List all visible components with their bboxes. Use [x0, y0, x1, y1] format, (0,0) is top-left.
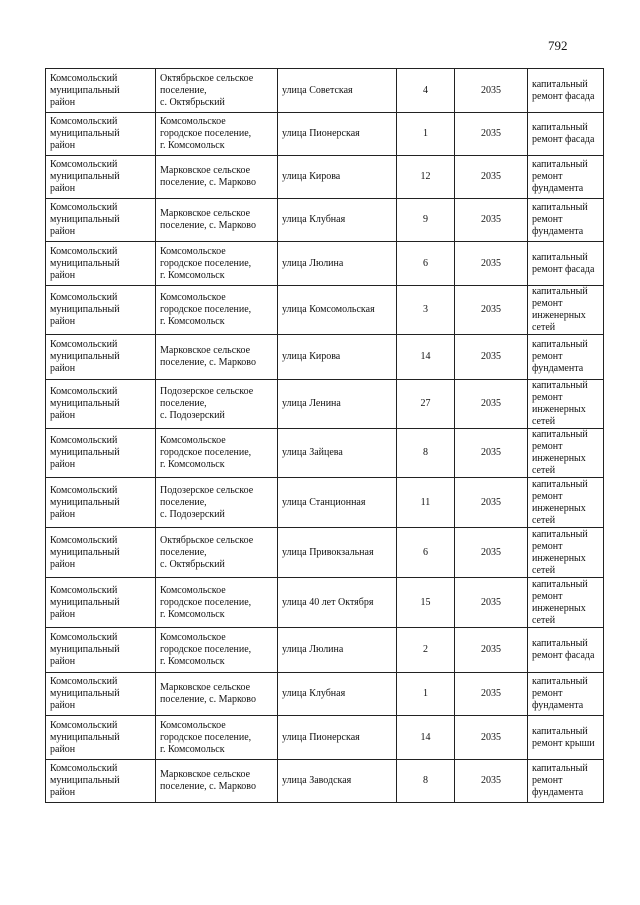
year-cell-text: 2035: [481, 546, 501, 558]
settlement-cell: [156, 156, 278, 199]
settlement-cell-text: Марковское сельское поселение, с. Марково: [160, 769, 256, 792]
year-cell: [455, 628, 528, 673]
house-number-cell-text: 14: [420, 731, 431, 743]
settlement-cell-text: Марковское сельское поселение, с. Марково: [160, 682, 256, 705]
street-cell-text: улица Кирова: [282, 351, 341, 362]
work-type-cell-text: капитальный ремонт инженерных сетей: [532, 286, 588, 333]
house-number-cell-text: 14: [420, 351, 431, 362]
street-cell: [278, 578, 397, 628]
settlement-cell-text: Комсомольское городское поселение, г. Комсомольск: [160, 435, 252, 470]
street-cell-text: улица Пионерская: [282, 128, 360, 139]
table-row: [46, 760, 604, 803]
district-cell: [46, 673, 156, 716]
repair-schedule-table: [45, 68, 604, 803]
district-cell-text: Комсомольский муниципальный район: [50, 386, 120, 421]
settlement-cell: [156, 478, 278, 528]
street-cell-text: улица Люлина: [282, 644, 344, 655]
work-type-cell-text: капитальный ремонт инженерных сетей: [532, 578, 588, 626]
settlement-cell: [156, 673, 278, 716]
work-type-cell: [528, 380, 604, 429]
work-type-cell: [528, 335, 604, 380]
street-cell-text: улица 40 лет Октября: [282, 596, 374, 608]
table-row: [46, 199, 604, 242]
street-cell: [278, 199, 397, 242]
settlement-cell-text: Марковское сельское поселение, с. Марково: [160, 165, 256, 188]
table-row: [46, 156, 604, 199]
work-type-cell-text: капитальный ремонт инженерных сетей: [532, 429, 588, 476]
district-cell: [46, 528, 156, 578]
work-type-cell: [528, 199, 604, 242]
work-type-cell: [528, 113, 604, 156]
work-type-cell-text: капитальный ремонт крыши: [532, 725, 595, 749]
district-cell: [46, 113, 156, 156]
settlement-cell-text: Октябрьское сельское поселение, с. Октябрьский: [160, 534, 254, 570]
house-number-cell-text: 2: [423, 644, 428, 655]
settlement-cell-text: Подозерское сельское поселение, с. Подозерский: [160, 484, 254, 520]
year-cell-text: 2035: [481, 351, 501, 362]
house-number-cell-text: 4: [423, 84, 428, 96]
district-cell-text: Комсомольский муниципальный район: [50, 584, 120, 620]
work-type-cell-text: капитальный ремонт инженерных сетей: [532, 380, 588, 427]
street-cell: [278, 156, 397, 199]
year-cell-text: 2035: [481, 214, 501, 225]
house-number-cell-text: 8: [423, 775, 428, 786]
house-number-cell: [397, 335, 455, 380]
street-cell-text: улица Клубная: [282, 214, 346, 225]
district-cell-text: Комсомольский муниципальный район: [50, 72, 120, 108]
house-number-cell: [397, 673, 455, 716]
street-cell: [278, 716, 397, 760]
district-cell: [46, 380, 156, 429]
district-cell-text: Комсомольский муниципальный район: [50, 159, 120, 194]
work-type-cell: [528, 478, 604, 528]
district-cell-text: Комсомольский муниципальный район: [50, 632, 120, 667]
work-type-cell-text: капитальный ремонт фундамента: [532, 339, 588, 374]
year-cell-text: 2035: [481, 257, 501, 269]
street-cell-text: улица Ленина: [282, 398, 341, 409]
work-type-cell-text: капитальный ремонт инженерных сетей: [532, 528, 588, 576]
district-cell: [46, 478, 156, 528]
district-cell: [46, 716, 156, 760]
year-cell-text: 2035: [481, 398, 501, 409]
year-cell: [455, 760, 528, 803]
street-cell: [278, 69, 397, 113]
settlement-cell: [156, 578, 278, 628]
work-type-cell-text: капитальный ремонт фасада: [532, 122, 595, 145]
house-number-cell: [397, 113, 455, 156]
street-cell-text: улица Станционная: [282, 496, 366, 508]
work-type-cell: [528, 673, 604, 716]
district-cell-text: Комсомольский муниципальный район: [50, 292, 120, 327]
district-cell: [46, 578, 156, 628]
house-number-cell-text: 8: [423, 447, 428, 458]
settlement-cell: [156, 429, 278, 478]
year-cell-text: 2035: [481, 596, 501, 608]
street-cell: [278, 335, 397, 380]
year-cell: [455, 242, 528, 286]
work-type-cell: [528, 69, 604, 113]
page-number: 792: [548, 38, 568, 53]
district-cell: [46, 760, 156, 803]
year-cell-text: 2035: [481, 644, 501, 655]
street-cell-text: улица Люлина: [282, 257, 344, 269]
street-cell: [278, 242, 397, 286]
district-cell: [46, 242, 156, 286]
house-number-cell: [397, 716, 455, 760]
table-row: [46, 69, 604, 113]
work-type-cell: [528, 578, 604, 628]
table-body: [46, 69, 604, 803]
settlement-cell: [156, 242, 278, 286]
district-cell-text: Комсомольский муниципальный район: [50, 763, 120, 798]
table-row: [46, 578, 604, 628]
table-row: [46, 335, 604, 380]
settlement-cell-text: Марковское сельское поселение, с. Марково: [160, 345, 256, 368]
house-number-cell: [397, 578, 455, 628]
district-cell: [46, 199, 156, 242]
work-type-cell: [528, 242, 604, 286]
table-row: [46, 478, 604, 528]
work-type-cell-text: капитальный ремонт фундамента: [532, 676, 588, 711]
district-cell-text: Комсомольский муниципальный район: [50, 116, 120, 151]
street-cell-text: улица Зайцева: [282, 447, 343, 458]
house-number-cell-text: 9: [423, 214, 428, 225]
settlement-cell: [156, 335, 278, 380]
work-type-cell-text: капитальный ремонт фундамента: [532, 159, 588, 194]
district-cell-text: Комсомольский муниципальный район: [50, 202, 120, 237]
house-number-cell-text: 6: [423, 257, 428, 269]
house-number-cell-text: 6: [423, 546, 428, 558]
year-cell-text: 2035: [481, 496, 501, 508]
table-row: [46, 673, 604, 716]
street-cell-text: улица Пионерская: [282, 731, 360, 743]
table-row: [46, 528, 604, 578]
work-type-cell-text: капитальный ремонт инженерных сетей: [532, 478, 588, 526]
table-row: [46, 628, 604, 673]
house-number-cell: [397, 429, 455, 478]
year-cell: [455, 716, 528, 760]
house-number-cell: [397, 628, 455, 673]
settlement-cell: [156, 69, 278, 113]
house-number-cell: [397, 286, 455, 335]
work-type-cell: [528, 628, 604, 673]
work-type-cell-text: капитальный ремонт фундамента: [532, 763, 588, 798]
district-cell-text: Комсомольский муниципальный район: [50, 339, 120, 374]
table-row: [46, 286, 604, 335]
district-cell-text: Комсомольский муниципальный район: [50, 676, 120, 711]
street-cell: [278, 286, 397, 335]
street-cell: [278, 528, 397, 578]
year-cell: [455, 199, 528, 242]
house-number-cell: [397, 478, 455, 528]
settlement-cell-text: Комсомольское городское поселение, г. Комсомольск: [160, 584, 252, 620]
year-cell: [455, 286, 528, 335]
district-cell: [46, 69, 156, 113]
street-cell-text: улица Привокзальная: [282, 546, 374, 558]
house-number-cell-text: 15: [420, 596, 431, 608]
house-number-cell-text: 1: [423, 128, 428, 139]
settlement-cell-text: Комсомольское городское поселение, г. Комсомольск: [160, 116, 252, 151]
year-cell: [455, 528, 528, 578]
house-number-cell: [397, 242, 455, 286]
work-type-cell: [528, 156, 604, 199]
work-type-cell: [528, 286, 604, 335]
house-number-cell-text: 27: [420, 398, 431, 409]
district-cell: [46, 628, 156, 673]
district-cell-text: Комсомольский муниципальный район: [50, 435, 120, 470]
district-cell-text: Комсомольский муниципальный район: [50, 245, 120, 281]
settlement-cell-text: Марковское сельское поселение, с. Марково: [160, 208, 256, 231]
work-type-cell-text: капитальный ремонт фасада: [532, 638, 595, 661]
house-number-cell: [397, 69, 455, 113]
settlement-cell: [156, 380, 278, 429]
year-cell: [455, 478, 528, 528]
settlement-cell-text: Октябрьское сельское поселение, с. Октябрьский: [160, 72, 254, 108]
year-cell-text: 2035: [481, 447, 501, 458]
district-cell: [46, 286, 156, 335]
table-row: [46, 113, 604, 156]
year-cell: [455, 156, 528, 199]
settlement-cell: [156, 528, 278, 578]
house-number-cell: [397, 528, 455, 578]
district-cell-text: Комсомольский муниципальный район: [50, 719, 120, 755]
street-cell-text: улица Советская: [282, 84, 353, 96]
year-cell: [455, 578, 528, 628]
work-type-cell: [528, 716, 604, 760]
year-cell: [455, 673, 528, 716]
house-number-cell: [397, 760, 455, 803]
year-cell-text: 2035: [481, 775, 501, 786]
street-cell-text: улица Клубная: [282, 688, 346, 699]
table-row: [46, 380, 604, 429]
street-cell-text: улица Комсомольская: [282, 304, 375, 315]
district-cell-text: Комсомольский муниципальный район: [50, 534, 120, 570]
settlement-cell: [156, 716, 278, 760]
year-cell-text: 2035: [481, 304, 501, 315]
house-number-cell-text: 3: [423, 304, 428, 315]
settlement-cell: [156, 113, 278, 156]
street-cell: [278, 380, 397, 429]
year-cell-text: 2035: [481, 171, 501, 182]
table-row: [46, 716, 604, 760]
year-cell-text: 2035: [481, 688, 501, 699]
table-row: [46, 429, 604, 478]
street-cell: [278, 628, 397, 673]
settlement-cell: [156, 760, 278, 803]
house-number-cell-text: 11: [420, 496, 431, 508]
house-number-cell: [397, 156, 455, 199]
year-cell-text: 2035: [481, 731, 501, 743]
house-number-cell: [397, 199, 455, 242]
settlement-cell: [156, 199, 278, 242]
street-cell: [278, 478, 397, 528]
district-cell: [46, 156, 156, 199]
district-cell: [46, 429, 156, 478]
settlement-cell-text: Комсомольское городское поселение, г. Комсомольск: [160, 632, 252, 667]
year-cell: [455, 429, 528, 478]
house-number-cell-text: 12: [420, 171, 431, 182]
street-cell-text: улица Заводская: [282, 775, 352, 786]
street-cell: [278, 673, 397, 716]
house-number-cell-text: 1: [423, 688, 428, 699]
district-cell: [46, 335, 156, 380]
year-cell: [455, 335, 528, 380]
street-cell-text: улица Кирова: [282, 171, 341, 182]
year-cell-text: 2035: [481, 128, 501, 139]
settlement-cell-text: Подозерское сельское поселение, с. Подозерский: [160, 386, 254, 421]
year-cell: [455, 113, 528, 156]
year-cell-text: 2035: [481, 84, 501, 96]
settlement-cell-text: Комсомольское городское поселение, г. Комсомольск: [160, 292, 252, 327]
settlement-cell: [156, 628, 278, 673]
work-type-cell: [528, 429, 604, 478]
settlement-cell-text: Комсомольское городское поселение, г. Комсомольск: [160, 245, 252, 281]
work-type-cell: [528, 760, 604, 803]
street-cell: [278, 113, 397, 156]
year-cell: [455, 69, 528, 113]
house-number-cell: [397, 380, 455, 429]
work-type-cell-text: капитальный ремонт фундамента: [532, 202, 588, 237]
table-row: [46, 242, 604, 286]
work-type-cell-text: капитальный ремонт фасада: [532, 78, 595, 102]
settlement-cell: [156, 286, 278, 335]
street-cell: [278, 760, 397, 803]
settlement-cell-text: Комсомольское городское поселение, г. Комсомольск: [160, 719, 252, 755]
district-cell-text: Комсомольский муниципальный район: [50, 484, 120, 520]
year-cell: [455, 380, 528, 429]
work-type-cell: [528, 528, 604, 578]
street-cell: [278, 429, 397, 478]
work-type-cell-text: капитальный ремонт фасада: [532, 251, 595, 275]
